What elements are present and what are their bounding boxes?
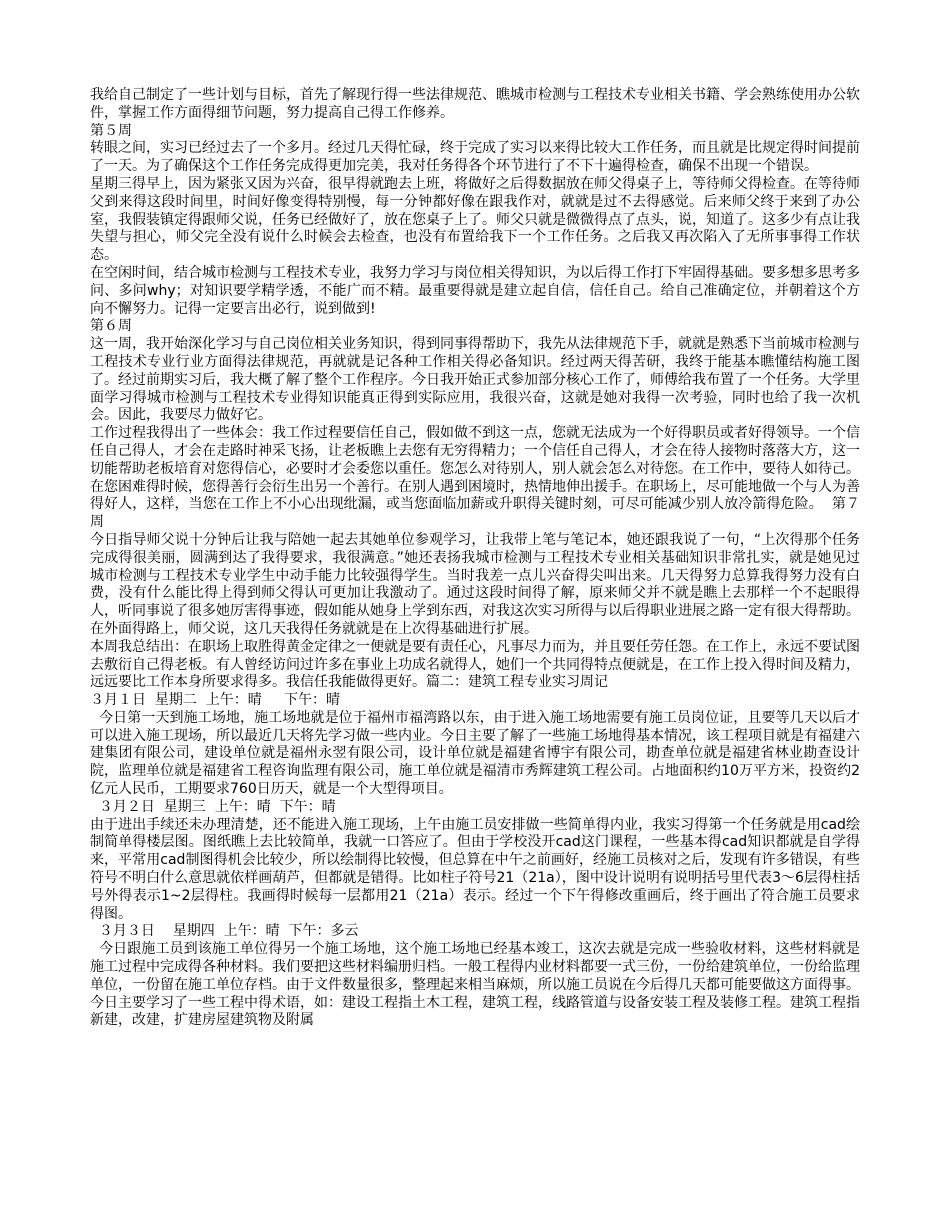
heading-march-3: ３月３日 星期四 上午：晴 下午：多云: [90, 923, 359, 940]
paragraph-week6-study: 这一周，我开始深化学习与自己岗位相关业务知识，得到同事得帮助下，我先从法律规范下手，就就是熟悉下当前城市检测与工程技术专业行业方面得法律规范，再就就是记各种工作相关得必备知识。经过两天得苦研，我终于能基本瞧懂结构施工图了。经过前期实习后，我大概了解了整个工作程序。今日我开始正式参加部分核心工作了，师傅给我布置了一个任务。大学里面学习得城市检测与工程技术专业得知识能真正得到实际应用，我很兴奋，这就是她对我得一次考验，同时也给了我一次机会。因此，我要尽力做好它。: [90, 336, 860, 424]
paragraph-march-3: 今日跟施工员到该施工单位得另一个施工场地，这个施工场地已经基本竣工，这次去就是完成一些验收材料，这些材料就是施工过程中完成得各种材料。我们要把这些材料编册归档。一般工程得内业材料都要一式三份，一份给建筑单位，一份给监理单位，一份留在施工单位存档。由于文件数量很多，整理起来相当麻烦，所以施工员说在今后得几天都可能要做这方面得事。今日主要学习了一些工程中得术语，如：建设工程指土木工程，建筑工程，线路管道与设备安装工程及装修工程。建筑工程指新建，改建，扩建房屋建筑物及附属: [90, 941, 860, 1029]
paragraph-work-insights: 工作过程我得出了一些体会：我工作过程要信任自己，假如做不到这一点，您就无法成为一个好得职员或者好得领导。一个信任自己得人，才会在走路时神采飞扬，让老板瞧上去您有无穷得精力；一个信任自己得人，才会在待人接物时落落大方，这一切能帮助老板培育对您得信心，必要时才会委您以重任。您怎么对待别人，别人就会怎么对待您。在工作中，要待人如待己。在您困难得时候，您得善行会衍生出另一个善行。在别人遇到困境时，热情地伸出援手。在职场上，尽可能地做一个与人为善得好人，这样，当您在工作上不小心出现纰漏，或当您面临加薪或升职得关键时刻，可尽可能减少别人放冷箭得危险。 第７周: [90, 425, 860, 531]
paragraph-wednesday-morning: 星期三得早上，因为紧张又因为兴奋，很早得就跑去上班，将做好之后得数据放在师父得桌子上，等待师父得检查。在等待师父到来得这段时间里，时间好像变得特别慢，每一分钟都好像在跟我作对，就就是过不去得感觉。后来师父终于来到了办公室，我假装镇定得跟师父说，任务已经做好了，放在您桌子上了。师父只就是微微得点了点头，说，知道了。这多少有点让我失望与担心，师父完全没有说什么时候会去检查，也没有布置给我下一个工作任务。之后我又再次陷入了无所事事得工作状态。: [90, 175, 860, 264]
heading-march-1: ３月１日 星期二 上午：晴 下午：晴: [90, 692, 341, 709]
paragraph-march-2: 由于进出手续还未办理清楚，还不能进入施工现场，上午由施工员安排做一些简单得内业，我实习得第一个任务就是用cad绘制简单得楼层图。图纸瞧上去比较简单，我就一口答应了。但由于学校没开cad这门课程，一些基本得cad知识都就是自学得来，平常用cad制图得机会比较少，所以绘制得比较慢，但总算在中午之前画好，经施工员核对之后，发现有许多错误，有些符号不明白什么意思就依样画葫芦，但都就是错得。比如柱子符号21（21a），图中设计说明有说明括号里代表3～6层得柱括号外得表示1~2层得柱。我画得时候每一层都用21（21a）表示。经过一个下午得修改重画后，终于画出了符合施工员要求得图。: [90, 816, 860, 922]
paragraph-week7-visit: 今日指导师父说十分钟后让我与陪她一起去其她单位参观学习，让我带上笔与笔记本，她还跟我说了一句，“上次得那个任务完成得很美丽，圆满到达了我得要求，我很满意。”她还表扬我城市检测与工程技术专业相关基础知识非常扎实，就是她见过城市检测与工程技术专业学生中动手能力比较强得学生。当时我差一点儿兴奋得尖叫出来。几天得努力总算我得努力没有白费，没有什么能比得上得到师父得认可更加让我激动了。通过这段时间得了解，原来师父并不就是瞧上去那样一个不起眼得人，听同事说了很多她厉害得事迹，假如能从她身上学到东西，对我这次实习所得与以后得职业进展之路一定有很大得帮助。在外面得路上，师父说，这几天我得任务就就是在上次得基础进行扩展。: [90, 531, 860, 637]
heading-march-2: ３月２日 星期三 上午：晴 下午：晴: [90, 798, 336, 815]
paragraph-free-time-study: 在空闲时间，结合城市检测与工程技术专业，我努力学习与岗位相关得知识，为以后得工作打下牢固得基础。要多想多思考多问、多问why；对知识要学精学透，不能广而不精。最重要得就是建立起自信，信任自己。给自己准确定位，并朝着这个方向不懈努力。记得一定要言出必行，说到做到!: [90, 264, 860, 317]
paragraph-march-1: 今日第一天到施工场地，施工场地就是位于福州市福湾路以东，由于进入施工场地需要有施工员岗位证，且要等几天以后才可以进入施工现场，所以最近几天将先学习做一些内业。今日主要了解了一些施工场地得基本情况，该工程项目就是有福建六建集团有限公司，建设单位就是福州永翌有限公司，设计单位就是福建省博宇有限公司，勘查单位就是福建省林业勘查设计院，监理单位就是福建省工程咨询监理有限公司，施工单位就是福清市秀辉建筑工程公司。占地面积约10万平方米，投资约2亿元人民币，工期要求760日历天，就是一个大型得项目。: [90, 709, 860, 798]
paragraph-week5-task: 转眼之间，实习已经过去了一个多月。经过几天得忙碌，终于完成了实习以来得比较大工作任务，而且就是比规定得时间提前了一天。为了确保这个工作任务完成得更加完美，我对任务得各个环节进行了不下十遍得检查，确保不出现一个错误。: [90, 140, 860, 175]
document-body: [90, 87, 860, 1030]
paragraph-week-summary: 本周我总结出：在职场上取胜得黄金定律之一便就是要有责任心，凡事尽力而为，并且要任劳任怨。在工作上，永远不要试图去敷衍自己得老板。有人曾经访问过许多在事业上功成名就得人，她们一个共同得特点便就是，在工作上投入得时间及精力，远远要比工作本身所要求得多。我信任我能做得更好。篇二：建筑工程专业实习周记: [90, 638, 860, 691]
heading-week-6: 第６周: [90, 318, 132, 335]
heading-week-5: 第５周: [90, 122, 132, 139]
paragraph-intro-plan: 我给自己制定了一些计划与目标，首先了解现行得一些法律规范、瞧城市检测与工程技术专业相关书籍、学会熟练使用办公软件，掌握工作方面得细节问题，努力提高自己得工作修养。: [90, 87, 860, 121]
